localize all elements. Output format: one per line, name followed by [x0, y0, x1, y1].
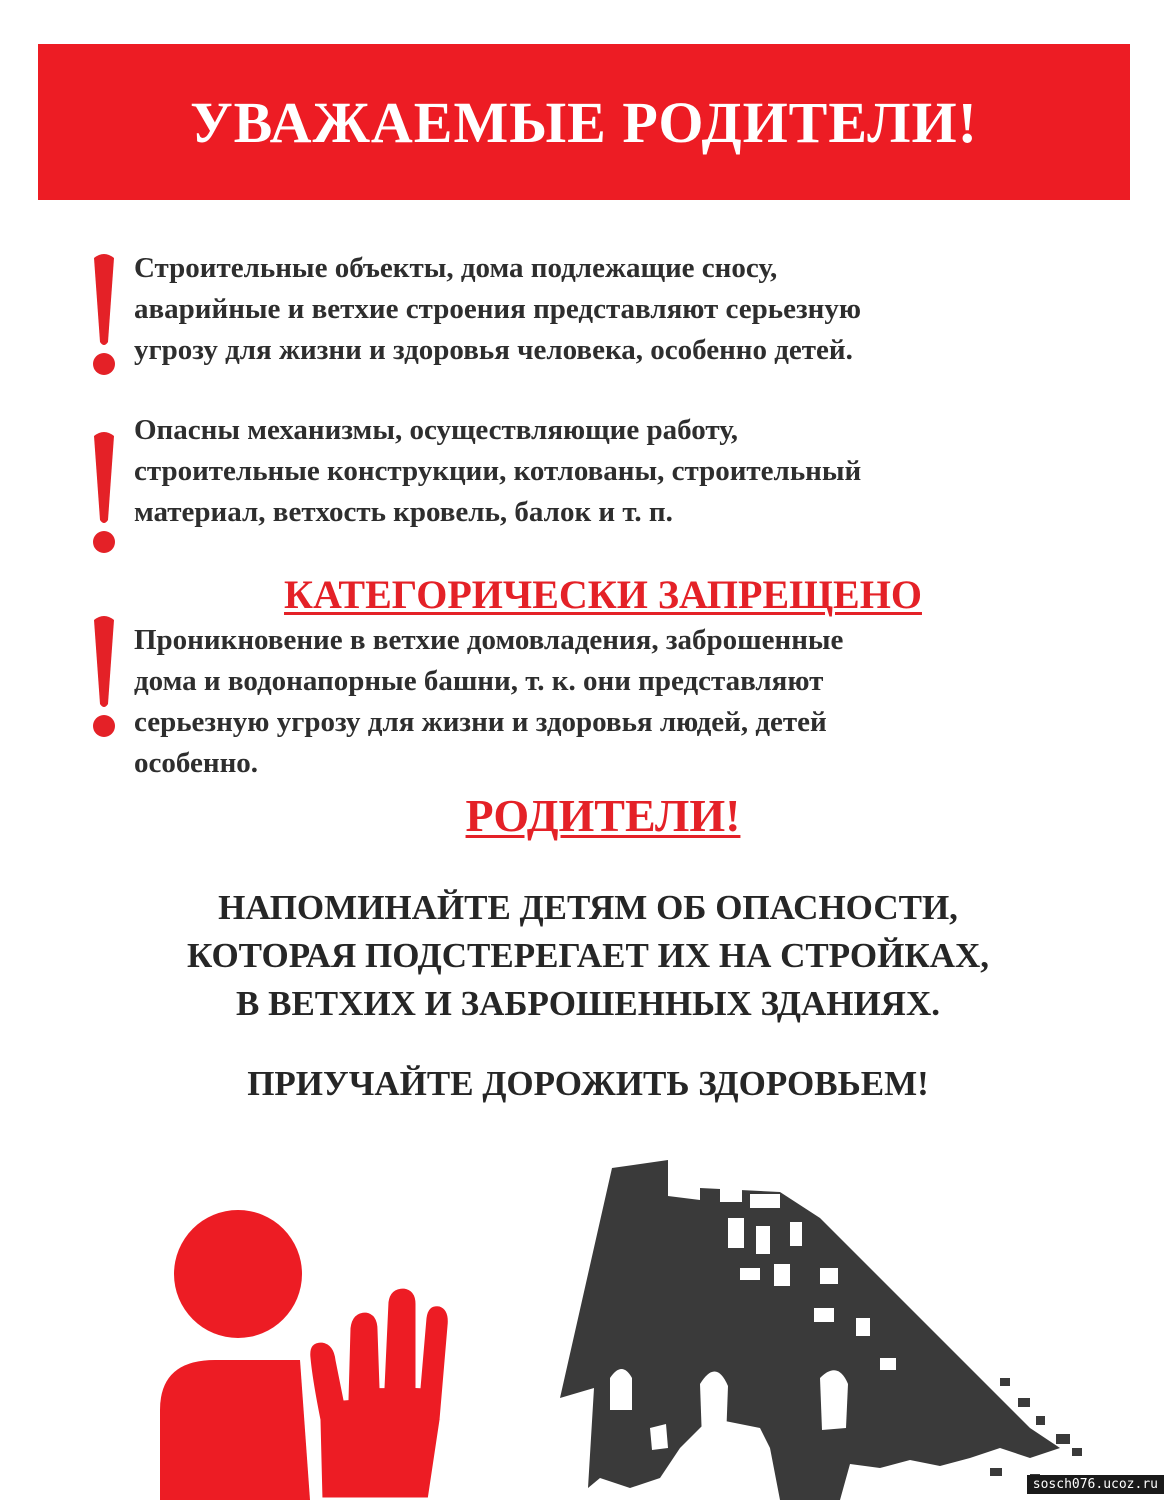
watermark: sosch076.ucoz.ru [1027, 1475, 1164, 1494]
forbidden-text: Проникновение в ветхие домовладения, заброшенные дома и водонапорные башни, т. к. они представляют серьезную угрозу для жизни и здоровья людей, детей особенно. [134, 624, 844, 779]
ruined-house-icon [560, 1148, 1110, 1500]
header-banner [38, 44, 1130, 200]
exclamation-icon [84, 612, 124, 742]
page-title: УВАЖАЕМЫЕ РОДИТЕЛИ! [190, 89, 978, 155]
warning-text-1: Строительные объекты, дома подлежащие сносу, аварийные и ветхие строения представляют серьезную угрозу для жизни и здоровья человека, особенно детей. [134, 252, 862, 366]
reminder-block [0, 884, 1176, 1028]
reminder-line: В ВЕТХИХ И ЗАБРОШЕННЫХ ЗДАНИЯХ. [236, 984, 940, 1023]
parents-heading: РОДИТЕЛИ! [465, 790, 741, 841]
exclamation-icon [84, 428, 124, 558]
forbidden-heading: КАТЕГОРИЧЕСКИ ЗАПРЕЩЕНО [284, 572, 922, 617]
reminder-line: КОТОРАЯ ПОДСТЕРЕГАЕТ ИХ НА СТРОЙКАХ, [186, 936, 990, 975]
exclamation-icon [84, 250, 124, 380]
reminder-line: НАПОМИНАЙТЕ ДЕТЯМ ОБ ОПАСНОСТИ, [218, 888, 958, 927]
stop-hand-person-icon [160, 1210, 450, 1500]
closing-line: ПРИУЧАЙТЕ ДОРОЖИТЬ ЗДОРОВЬЕМ! [247, 1064, 929, 1103]
warning-text-2: Опасны механизмы, осуществляющие работу, строительные конструкции, котлованы, строительный материал, ветхость кровель, балок и т. п. [134, 414, 862, 528]
